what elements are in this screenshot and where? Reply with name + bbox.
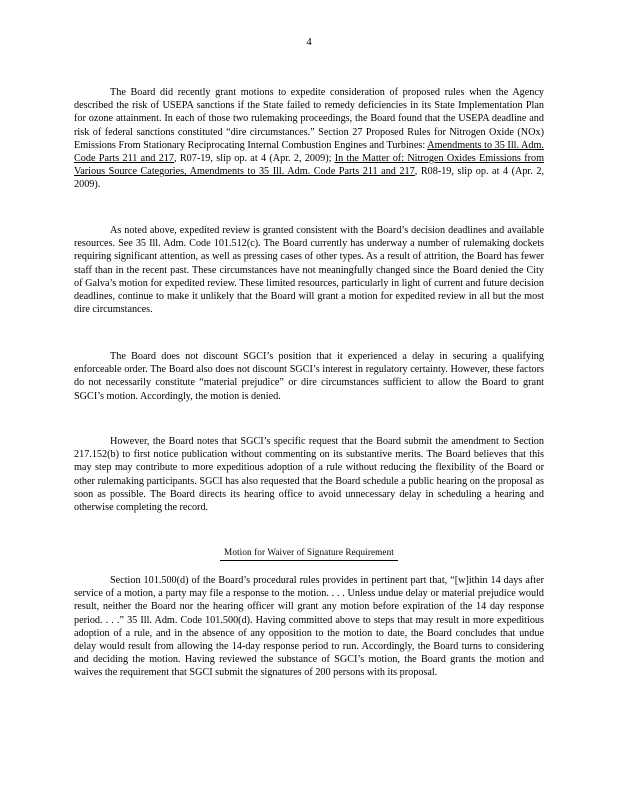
citation-r07-19: Amendments to 35 Ill. Adm. Code Parts 211 and 217 [74,139,544,165]
section-heading: Motion for Waiver of Signature Requirement [0,546,618,561]
paragraph-text: The Board does not discount SGCI’s position that it experienced a delay in securing a qualifying enforceable order. The Board also does not discount SGCI’s interest in regulatory certainty. However, these factors do not necessarily constitute “material prejudice” or dire circumstances sufficient to allow the Board to grant SGCI’s motion. Accordingly, the motion is denied. [74,351,544,402]
citation-r08-19: In the Matter of: Nitrogen Oxides Emissions from Various Source Categories, Amendments to 35 Ill. Adm. Code Parts 211 and 217 [74,153,545,178]
paragraph-text: However, the Board notes that SGCI’s specific request that the Board submit the amendment to Section 217.152(b) to first notice publication without commenting on its substantive merits. The Board believes that this may step may contribute to more expeditious adoption of a rule without reducing the flexibility of the Board or other rulemaking participants. SGCI has also requested that the Board schedule a public hearing on the proposal as soon as possible. The Board directs its hearing office to avoid unnecessary delay in scheduling a hearing and otherwise completing the record. [74,436,544,514]
citation-text: , R08-19, slip op. at 4 (Apr. 2, 2009). [74,166,544,191]
paragraph-text: Section 101.500(d) of the Board’s procedural rules provides in pertinent part that, “[w]ithin 14 days after service of a motion, a party may file a response to the motion. . . . Unless undue delay or material prejudice would result, neither the Board nor the hearing officer will grant any motion before expiration of the 14 day response period. . . .” 35 Ill. Adm. Code 101.500(d). Having committed above to steps that may result in more expeditious adoption of a rule, and in the absence of any opposition to the motion to date, the Board concludes that undue delay would result from allowing the 14-day response period to run. Accordingly, the Board turns to considering and deciding the motion. Having reviewed the substance of SGCI’s motion, the Board grants the motion and waives the requirement that SGCI submit the signatures of 200 persons with its proposal. [74,575,544,679]
paragraph-signature-waiver [74,574,544,680]
paragraph-resources [74,224,544,316]
paragraph-text: As noted above, expedited review is granted consistent with the Board’s decision deadlines and available resources. See 35 Ill. Adm. Code 101.512(c). The Board currently has underway a number of rulemaking dockets requiring significant attention, as well as pressing cases of other types. As a result of attrition, the Board has fewer staff than in the recent past. These circumstances have not meaningfully changed since the Board denied the City of Galva’s motion for expedited review. These limited resources, particularly in light of current and future decision deadlines, continue to make it unlikely that the Board will grant a motion for expedited review in all but the most dire circumstances. [74,225,544,316]
paragraph-expedited-motions [74,86,544,192]
paragraph-first-notice [74,435,544,514]
page-number: 4 [306,36,312,48]
paragraph-text: The Board did recently grant motions to expedite consideration of proposed rules when the Agency described the risk of USEPA sanctions if the State failed to remedy deficiencies in its State Implementation Plan for ozone attainment. In each of those two rulemaking proceedings, the Board found that the USEPA deadline and risk of federal sanctions constituted “dire circumstances.” Section 27 Proposed Rules for Nitrogen Oxide (NOx) Emissions From Stationary Reciprocating Internal Combustion Engines and Turbines: [74,87,544,151]
citation-text: , R07-19, slip op. at 4 (Apr. 2, 2009); [173,153,335,165]
paragraph-motion-denied [74,350,544,403]
